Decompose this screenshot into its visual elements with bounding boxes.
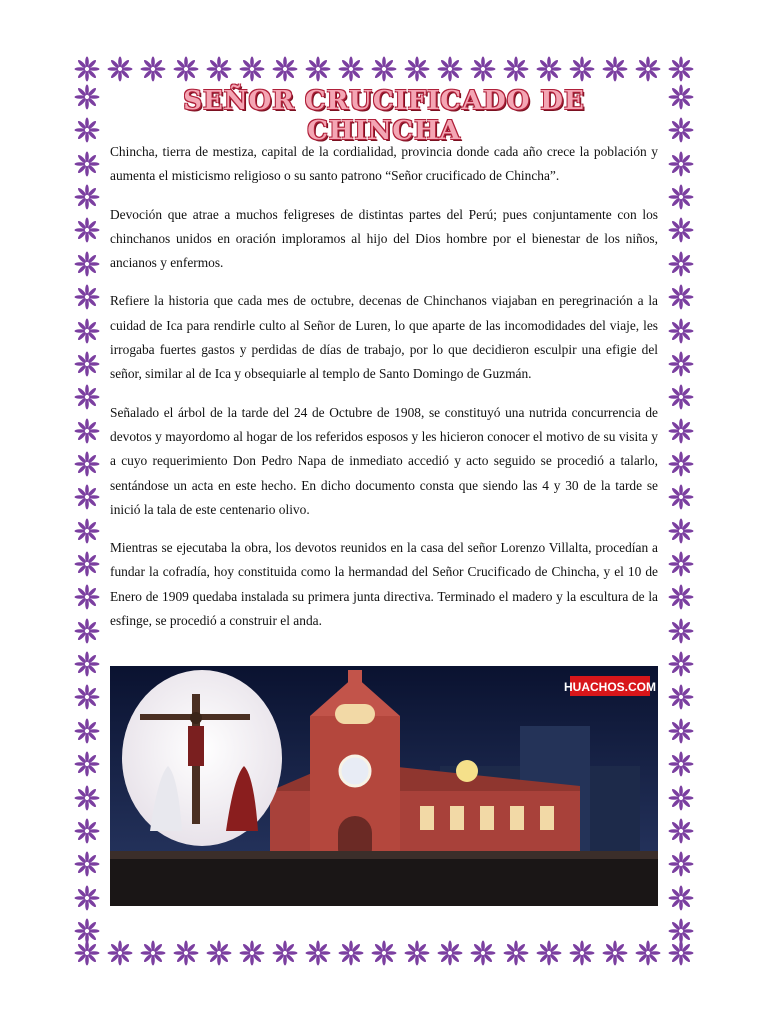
flower-icon <box>503 940 529 966</box>
flower-icon <box>668 351 694 377</box>
flower-icon <box>668 751 694 777</box>
flower-icon <box>404 56 430 82</box>
flower-icon <box>536 56 562 82</box>
flower-icon <box>404 940 430 966</box>
flower-border-right <box>668 84 694 944</box>
page-title: SEÑOR CRUCIFICADO DE CHINCHA <box>183 86 585 146</box>
church-photo <box>110 666 658 906</box>
flower-icon <box>602 56 628 82</box>
flower-icon <box>437 56 463 82</box>
flower-icon <box>74 418 100 444</box>
document-body <box>110 140 658 647</box>
flower-icon <box>305 940 331 966</box>
flower-icon <box>140 940 166 966</box>
flower-icon <box>668 84 694 110</box>
flower-icon <box>470 56 496 82</box>
flower-icon <box>668 451 694 477</box>
flower-icon <box>74 618 100 644</box>
flower-icon <box>74 284 100 310</box>
flower-icon <box>668 618 694 644</box>
flower-icon <box>635 56 661 82</box>
flower-icon <box>569 940 595 966</box>
flower-icon <box>668 551 694 577</box>
flower-icon <box>668 918 694 944</box>
watermark-text: HUACHOS.COM <box>564 680 656 694</box>
flower-icon <box>470 940 496 966</box>
flower-icon <box>668 718 694 744</box>
flower-icon <box>272 940 298 966</box>
paragraph: Mientras se ejecutaba la obra, los devotos reunidos en la casa del señor Lorenzo Villalta, procedían a fundar la cofradía, hoy constituida como la hermandad del Señor Crucificado de Chincha, y el 10 de Enero de 1909 quedaba instalada su primera junta directiva. Terminado el madero y la escultura de la esfinge, se procedió a construir el anda. <box>110 540 658 629</box>
flower-icon <box>668 818 694 844</box>
flower-icon <box>74 217 100 243</box>
flower-icon <box>668 518 694 544</box>
flower-icon <box>602 940 628 966</box>
flower-icon <box>173 56 199 82</box>
flower-icon <box>668 217 694 243</box>
flower-icon <box>668 885 694 911</box>
flower-icon <box>668 184 694 210</box>
flower-icon <box>305 56 331 82</box>
flower-icon <box>107 56 133 82</box>
crucifix-inset <box>122 670 282 846</box>
flower-icon <box>74 651 100 677</box>
flower-icon <box>206 56 232 82</box>
flower-border-top <box>74 56 694 82</box>
paragraph: Refiere la historia que cada mes de octubre, decenas de Chinchanos viajaban en peregrinación a la cuidad de Ica para rendirle culto al Señor de Luren, lo que aparte de las incomodidades del viaje, les irrogaba fuertes gastos y perdidas de días de trabajo, por lo que decidieron esculpir una efigie del señor, similar al de Ica y obsequiarle al templo de Santo Domingo de Guzmán. <box>110 293 658 382</box>
flower-icon <box>74 918 100 944</box>
flower-icon <box>74 318 100 344</box>
flower-icon <box>74 785 100 811</box>
flower-icon <box>668 56 694 82</box>
flower-icon <box>74 384 100 410</box>
flower-icon <box>668 651 694 677</box>
flower-icon <box>74 851 100 877</box>
flower-icon <box>668 151 694 177</box>
flower-border-bottom <box>74 940 694 966</box>
flower-icon <box>74 251 100 277</box>
flower-icon <box>74 451 100 477</box>
paragraph: Devoción que atrae a muchos feligreses de distintas partes del Perú; pues conjuntamente con los chinchanos unidos en oración imploramos al hijo del Dios hombre por el bienestar de los niños, ancianos y enfermos. <box>110 206 658 271</box>
flower-icon <box>74 151 100 177</box>
flower-icon <box>140 56 166 82</box>
flower-icon <box>371 940 397 966</box>
flower-icon <box>338 56 364 82</box>
flower-icon <box>74 718 100 744</box>
flower-icon <box>668 584 694 610</box>
crowd <box>110 851 658 906</box>
flower-icon <box>668 318 694 344</box>
flower-icon <box>74 818 100 844</box>
flower-icon <box>74 551 100 577</box>
flower-icon <box>206 940 232 966</box>
flower-icon <box>74 84 100 110</box>
paragraph: Señalado el árbol de la tarde del 24 de Octubre de 1908, se constituyó una nutrida concurrencia de devotos y mayordomo al hogar de los referidos esposos y les hicieron conocer el motivo de su visita y a cuyo requerimiento Don Pedro Napa de inmediato accedió y acto seguido se procedió a talarlo, sentándose un acta en este hecho. En dicho documento consta que siendo las 4 y 30 de la tarde se inició la tala de este centenario olivo. <box>110 404 658 517</box>
flower-icon <box>173 940 199 966</box>
flower-icon <box>74 484 100 510</box>
paragraph: Chincha, tierra de mestiza, capital de la cordialidad, provincia donde cada año crece la población y aumenta el misticismo religioso o su santo patrono “Señor crucificado de Chincha”. <box>110 144 658 184</box>
flower-icon <box>74 351 100 377</box>
flower-icon <box>668 684 694 710</box>
flower-icon <box>503 56 529 82</box>
flower-icon <box>668 384 694 410</box>
flower-icon <box>536 940 562 966</box>
flower-icon <box>74 751 100 777</box>
flower-icon <box>74 885 100 911</box>
flower-icon <box>371 56 397 82</box>
flower-icon <box>668 785 694 811</box>
flower-icon <box>74 684 100 710</box>
flower-icon <box>668 117 694 143</box>
flower-icon <box>635 940 661 966</box>
flower-border-left <box>74 84 100 944</box>
flower-icon <box>239 940 265 966</box>
flower-icon <box>437 940 463 966</box>
flower-icon <box>74 518 100 544</box>
flower-icon <box>668 851 694 877</box>
flower-icon <box>569 56 595 82</box>
flower-icon <box>74 584 100 610</box>
flower-icon <box>668 484 694 510</box>
flower-icon <box>74 184 100 210</box>
flower-icon <box>74 117 100 143</box>
flower-icon <box>239 56 265 82</box>
flower-icon <box>74 56 100 82</box>
flower-icon <box>668 284 694 310</box>
watermark-badge <box>564 676 656 696</box>
flower-icon <box>668 418 694 444</box>
flower-icon <box>272 56 298 82</box>
flower-icon <box>668 251 694 277</box>
flower-icon <box>338 940 364 966</box>
flower-icon <box>107 940 133 966</box>
